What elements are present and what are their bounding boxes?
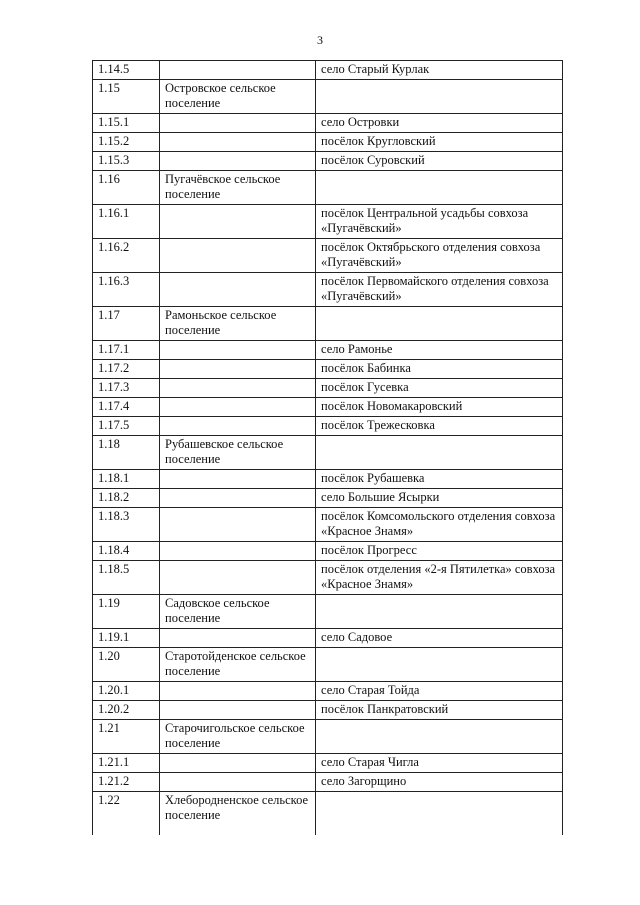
table-row (93, 114, 563, 133)
table-row (93, 508, 563, 542)
row-number: 1.18.4 (93, 542, 160, 561)
municipality-cell: Старочигольское сельское поселение (160, 720, 316, 754)
row-number: 1.15.1 (93, 114, 160, 133)
municipality-cell (160, 341, 316, 360)
table-row (93, 379, 563, 398)
municipality-cell (160, 239, 316, 273)
municipality-cell (160, 542, 316, 561)
municipality-cell (160, 133, 316, 152)
municipality-cell (160, 470, 316, 489)
settlements-table (92, 60, 563, 835)
row-number: 1.19.1 (93, 629, 160, 648)
table-row (93, 239, 563, 273)
table-row (93, 682, 563, 701)
settlement-cell: село Садовое (316, 629, 563, 648)
settlement-cell: посёлок Центральной усадьбы совхоза «Пугачёвский» (316, 205, 563, 239)
row-number: 1.17.3 (93, 379, 160, 398)
row-number: 1.19 (93, 595, 160, 629)
settlement-cell (316, 720, 563, 754)
municipality-cell (160, 754, 316, 773)
settlement-cell: село Рамонье (316, 341, 563, 360)
municipality-cell (160, 561, 316, 595)
table-row (93, 436, 563, 470)
settlement-cell: село Загорщино (316, 773, 563, 792)
row-number: 1.21.1 (93, 754, 160, 773)
municipality-cell (160, 773, 316, 792)
municipality-cell (160, 360, 316, 379)
settlement-cell: посёлок отделения «2-я Пятилетка» совхоза «Красное Знамя» (316, 561, 563, 595)
settlement-cell (316, 792, 563, 836)
row-number: 1.17.5 (93, 417, 160, 436)
table-row (93, 561, 563, 595)
table-row (93, 273, 563, 307)
row-number: 1.20 (93, 648, 160, 682)
row-number: 1.16 (93, 171, 160, 205)
settlement-cell: посёлок Комсомольского отделения совхоза «Красное Знамя» (316, 508, 563, 542)
row-number: 1.14.5 (93, 61, 160, 80)
table-row (93, 341, 563, 360)
settlement-cell: посёлок Панкратовский (316, 701, 563, 720)
settlement-cell (316, 171, 563, 205)
municipality-cell: Рубашевское сельское поселение (160, 436, 316, 470)
row-number: 1.17.4 (93, 398, 160, 417)
municipality-cell: Пугачёвское сельское поселение (160, 171, 316, 205)
row-number: 1.15.3 (93, 152, 160, 171)
row-number: 1.16.1 (93, 205, 160, 239)
row-number: 1.17.2 (93, 360, 160, 379)
municipality-cell: Островское сельское поселение (160, 80, 316, 114)
row-number: 1.16.3 (93, 273, 160, 307)
settlement-cell: посёлок Первомайского отделения совхоза «Пугачёвский» (316, 273, 563, 307)
page-number: 3 (317, 33, 323, 47)
table-row (93, 595, 563, 629)
table-row (93, 648, 563, 682)
settlement-cell: посёлок Новомакаровский (316, 398, 563, 417)
settlement-cell (316, 436, 563, 470)
settlement-cell: село Большие Ясырки (316, 489, 563, 508)
table-row (93, 171, 563, 205)
row-number: 1.15.2 (93, 133, 160, 152)
table-row (93, 205, 563, 239)
row-number: 1.18.5 (93, 561, 160, 595)
table-row (93, 701, 563, 720)
table-row (93, 754, 563, 773)
table-row (93, 133, 563, 152)
settlement-cell: посёлок Октябрьского отделения совхоза «Пугачёвский» (316, 239, 563, 273)
table-row (93, 542, 563, 561)
table-row (93, 417, 563, 436)
settlement-cell (316, 307, 563, 341)
row-number: 1.18.1 (93, 470, 160, 489)
settlement-cell: посёлок Кругловский (316, 133, 563, 152)
municipality-cell (160, 629, 316, 648)
settlement-cell: посёлок Гусевка (316, 379, 563, 398)
table-row (93, 61, 563, 80)
municipality-cell (160, 379, 316, 398)
settlement-cell: село Островки (316, 114, 563, 133)
settlement-cell: посёлок Бабинка (316, 360, 563, 379)
settlement-cell (316, 595, 563, 629)
municipality-cell (160, 398, 316, 417)
table-row (93, 360, 563, 379)
table-row (93, 629, 563, 648)
table-row (93, 152, 563, 171)
municipality-cell (160, 417, 316, 436)
municipality-cell (160, 508, 316, 542)
table-row (93, 398, 563, 417)
municipality-cell (160, 205, 316, 239)
row-number: 1.18.2 (93, 489, 160, 508)
row-number: 1.18.3 (93, 508, 160, 542)
municipality-cell (160, 701, 316, 720)
municipality-cell (160, 152, 316, 171)
municipality-cell: Хлебородненское сельское поселение (160, 792, 316, 836)
settlement-cell: посёлок Трежесковка (316, 417, 563, 436)
municipality-cell: Рамоньское сельское поселение (160, 307, 316, 341)
row-number: 1.17.1 (93, 341, 160, 360)
settlement-cell: село Старая Чигла (316, 754, 563, 773)
row-number: 1.21.2 (93, 773, 160, 792)
table-row (93, 489, 563, 508)
row-number: 1.20.1 (93, 682, 160, 701)
municipality-cell (160, 114, 316, 133)
table-row (93, 773, 563, 792)
row-number: 1.17 (93, 307, 160, 341)
settlement-cell: село Старый Курлак (316, 61, 563, 80)
municipality-cell: Садовское сельское поселение (160, 595, 316, 629)
municipality-cell (160, 682, 316, 701)
row-number: 1.21 (93, 720, 160, 754)
row-number: 1.20.2 (93, 701, 160, 720)
settlement-cell: село Старая Тойда (316, 682, 563, 701)
settlement-cell (316, 80, 563, 114)
table-row (93, 470, 563, 489)
table-row (93, 307, 563, 341)
municipality-cell (160, 489, 316, 508)
settlement-cell: посёлок Рубашевка (316, 470, 563, 489)
municipality-cell: Старотойденское сельское поселение (160, 648, 316, 682)
municipality-cell (160, 273, 316, 307)
settlement-cell: посёлок Суровский (316, 152, 563, 171)
settlement-cell: посёлок Прогресс (316, 542, 563, 561)
row-number: 1.18 (93, 436, 160, 470)
row-number: 1.15 (93, 80, 160, 114)
table-row (93, 720, 563, 754)
row-number: 1.16.2 (93, 239, 160, 273)
municipality-cell (160, 61, 316, 80)
table-row (93, 80, 563, 114)
settlement-cell (316, 648, 563, 682)
row-number: 1.22 (93, 792, 160, 836)
table-row (93, 792, 563, 836)
